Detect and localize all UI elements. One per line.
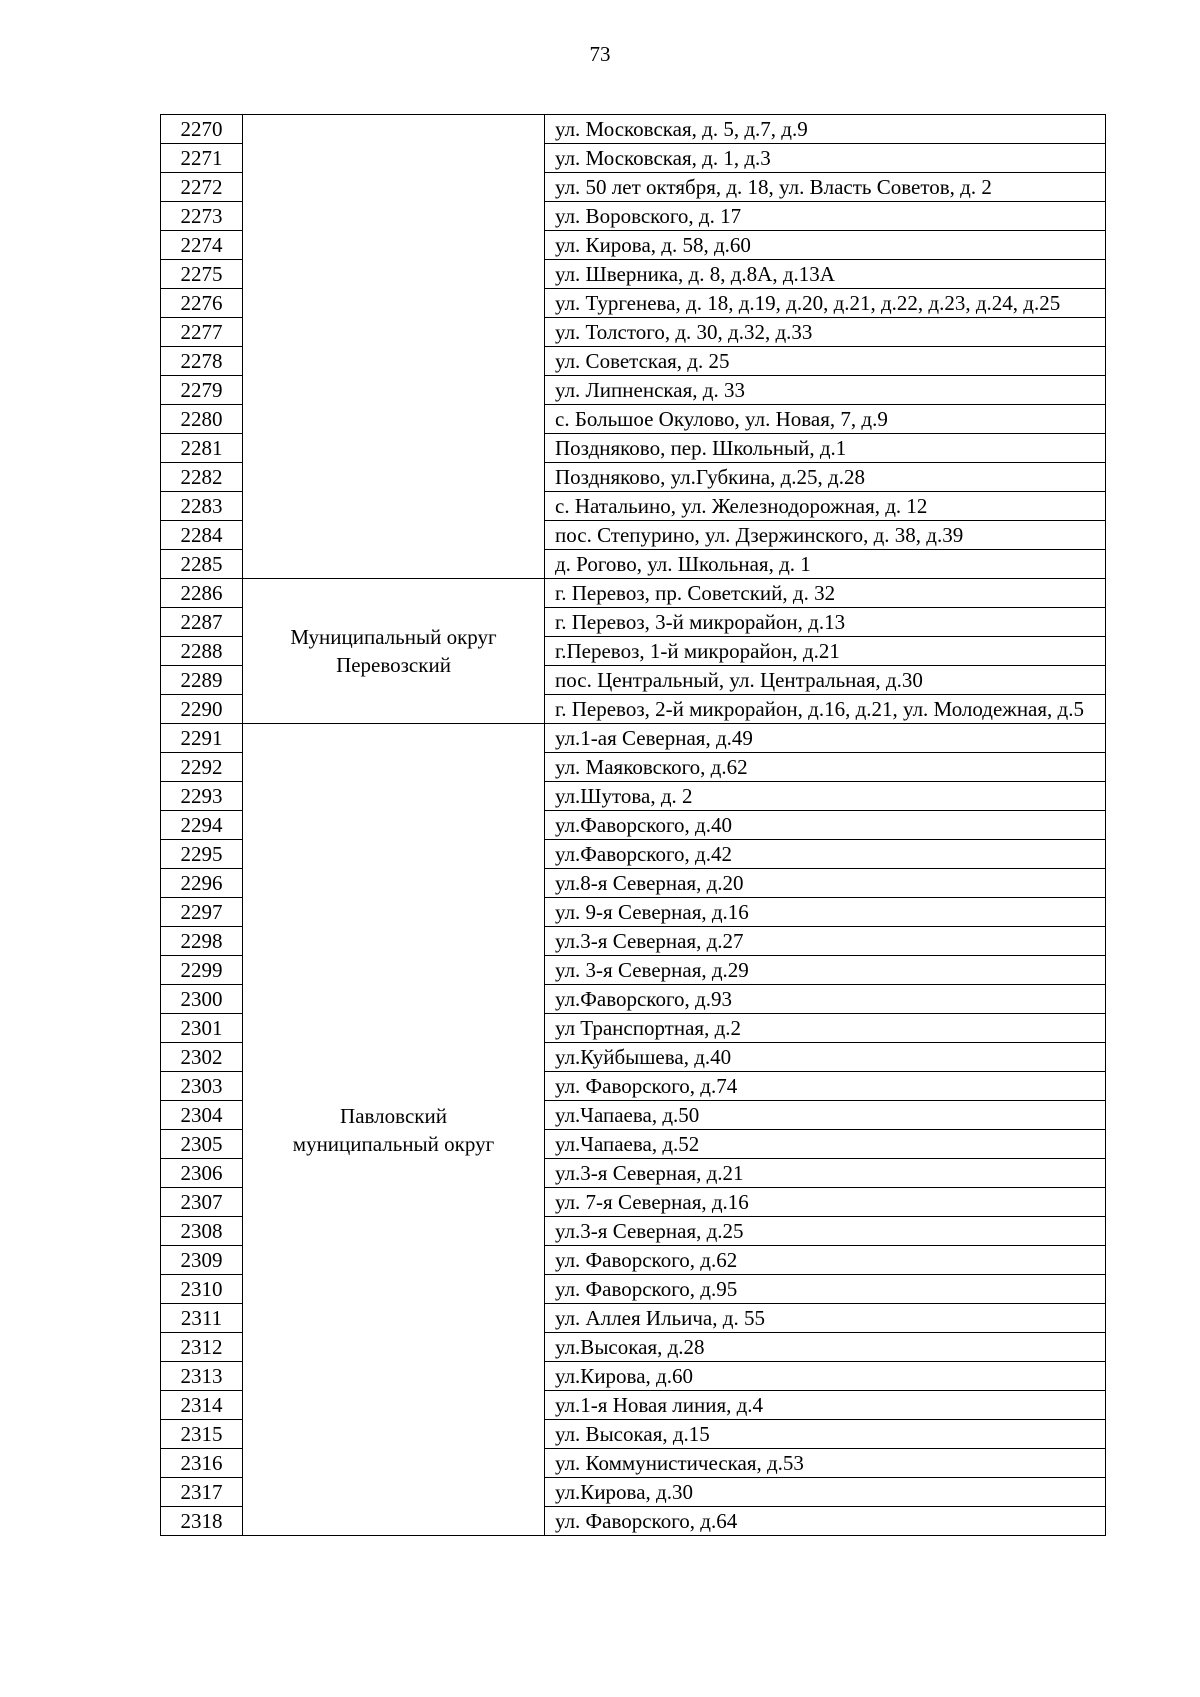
row-number: 2294 [161, 811, 243, 840]
row-number: 2289 [161, 666, 243, 695]
table-body [161, 115, 1106, 1536]
address-cell: ул. 9-я Северная, д.16 [545, 898, 1106, 927]
row-number: 2287 [161, 608, 243, 637]
row-number: 2318 [161, 1507, 243, 1536]
address-cell: ул.3-я Северная, д.21 [545, 1159, 1106, 1188]
row-number: 2272 [161, 173, 243, 202]
address-cell: ул. Московская, д. 5, д.7, д.9 [545, 115, 1106, 144]
address-cell: с. Большое Окулово, ул. Новая, 7, д.9 [545, 405, 1106, 434]
address-cell: г. Перевоз, пр. Советский, д. 32 [545, 579, 1106, 608]
address-cell: ул.3-я Северная, д.27 [545, 927, 1106, 956]
row-number: 2301 [161, 1014, 243, 1043]
address-cell: Поздняково, пер. Школьный, д.1 [545, 434, 1106, 463]
row-number: 2274 [161, 231, 243, 260]
row-number: 2292 [161, 753, 243, 782]
table-row [161, 724, 1106, 753]
row-number: 2285 [161, 550, 243, 579]
address-cell: ул.3-я Северная, д.25 [545, 1217, 1106, 1246]
address-cell: ул.Фаворского, д.93 [545, 985, 1106, 1014]
address-cell: ул. Кирова, д. 58, д.60 [545, 231, 1106, 260]
address-cell: ул.Кирова, д.30 [545, 1478, 1106, 1507]
row-number: 2317 [161, 1478, 243, 1507]
address-cell: ул.Фаворского, д.40 [545, 811, 1106, 840]
row-number: 2311 [161, 1304, 243, 1333]
row-number: 2307 [161, 1188, 243, 1217]
row-number: 2313 [161, 1362, 243, 1391]
row-number: 2300 [161, 985, 243, 1014]
address-cell: ул. Советская, д. 25 [545, 347, 1106, 376]
row-number: 2286 [161, 579, 243, 608]
address-cell: ул.Фаворского, д.42 [545, 840, 1106, 869]
address-cell: ул. Фаворского, д.62 [545, 1246, 1106, 1275]
address-cell: ул. Аллея Ильича, д. 55 [545, 1304, 1106, 1333]
district-name-line: муниципальный округ [292, 1131, 495, 1156]
address-cell: ул.Чапаева, д.52 [545, 1130, 1106, 1159]
row-number: 2314 [161, 1391, 243, 1420]
row-number: 2304 [161, 1101, 243, 1130]
address-cell: ул. 3-я Северная, д.29 [545, 956, 1106, 985]
address-cell: г. Перевоз, 3-й микрорайон, д.13 [545, 608, 1106, 637]
row-number: 2276 [161, 289, 243, 318]
address-cell: пос. Центральный, ул. Центральная, д.30 [545, 666, 1106, 695]
address-cell: ул. Фаворского, д.95 [545, 1275, 1106, 1304]
address-cell: г.Перевоз, 1-й микрорайон, д.21 [545, 637, 1106, 666]
address-cell: ул. Липненская, д. 33 [545, 376, 1106, 405]
row-number: 2291 [161, 724, 243, 753]
row-number: 2284 [161, 521, 243, 550]
page-number: 73 [589, 42, 611, 66]
address-cell: пос. Степурино, ул. Дзержинского, д. 38, д.39 [545, 521, 1106, 550]
address-cell: ул. Тургенева, д. 18, д.19, д.20, д.21, д.22, д.23, д.24, д.25 [545, 289, 1106, 318]
row-number: 2273 [161, 202, 243, 231]
district-cell [243, 724, 545, 1536]
row-number: 2281 [161, 434, 243, 463]
address-cell: ул.1-я Новая линия, д.4 [545, 1391, 1106, 1420]
address-cell: с. Натальино, ул. Железнодорожная, д. 12 [545, 492, 1106, 521]
table-row [161, 579, 1106, 608]
address-cell: ул.Чапаева, д.50 [545, 1101, 1106, 1130]
table-row [161, 115, 1106, 144]
row-number: 2278 [161, 347, 243, 376]
address-cell: ул Транспортная, д.2 [545, 1014, 1106, 1043]
address-cell: ул. Толстого, д. 30, д.32, д.33 [545, 318, 1106, 347]
address-cell: ул. Шверника, д. 8, д.8А, д.13А [545, 260, 1106, 289]
row-number: 2315 [161, 1420, 243, 1449]
district-name-line: Муниципальный округ [290, 625, 497, 649]
district-name-line: Перевозский [336, 653, 451, 677]
row-number: 2271 [161, 144, 243, 173]
address-cell: ул. Фаворского, д.64 [545, 1507, 1106, 1536]
address-cell: ул.Кирова, д.60 [545, 1362, 1106, 1391]
row-number: 2283 [161, 492, 243, 521]
row-number: 2280 [161, 405, 243, 434]
row-number: 2298 [161, 927, 243, 956]
address-cell: ул. Маяковского, д.62 [545, 753, 1106, 782]
address-cell: ул. Коммунистическая, д.53 [545, 1449, 1106, 1478]
row-number: 2296 [161, 869, 243, 898]
row-number: 2306 [161, 1159, 243, 1188]
address-cell: ул. Воровского, д. 17 [545, 202, 1106, 231]
address-cell: г. Перевоз, 2-й микрорайон, д.16, д.21, ул. Молодежная, д.5 [545, 695, 1106, 724]
address-cell: ул. Фаворского, д.74 [545, 1072, 1106, 1101]
row-number: 2302 [161, 1043, 243, 1072]
address-cell: ул. 50 лет октября, д. 18, ул. Власть Советов, д. 2 [545, 173, 1106, 202]
row-number: 2308 [161, 1217, 243, 1246]
row-number: 2277 [161, 318, 243, 347]
row-number: 2295 [161, 840, 243, 869]
row-number: 2299 [161, 956, 243, 985]
address-cell: ул. 7-я Северная, д.16 [545, 1188, 1106, 1217]
address-cell: д. Рогово, ул. Школьная, д. 1 [545, 550, 1106, 579]
row-number: 2293 [161, 782, 243, 811]
row-number: 2297 [161, 898, 243, 927]
address-table [160, 114, 1106, 1536]
address-cell: ул.Высокая, д.28 [545, 1333, 1106, 1362]
district-cell [243, 579, 545, 724]
address-cell: ул.Куйбышева, д.40 [545, 1043, 1106, 1072]
row-number: 2303 [161, 1072, 243, 1101]
district-cell [243, 115, 545, 579]
district-name-line: Павловский [340, 1103, 447, 1128]
row-number: 2305 [161, 1130, 243, 1159]
row-number: 2310 [161, 1275, 243, 1304]
row-number: 2316 [161, 1449, 243, 1478]
address-cell: ул. Московская, д. 1, д.3 [545, 144, 1106, 173]
row-number: 2309 [161, 1246, 243, 1275]
row-number: 2282 [161, 463, 243, 492]
row-number: 2270 [161, 115, 243, 144]
row-number: 2275 [161, 260, 243, 289]
address-cell: Поздняково, ул.Губкина, д.25, д.28 [545, 463, 1106, 492]
address-cell: ул. Высокая, д.15 [545, 1420, 1106, 1449]
address-cell: ул.Шутова, д. 2 [545, 782, 1106, 811]
row-number: 2279 [161, 376, 243, 405]
address-cell: ул.1-ая Северная, д.49 [545, 724, 1106, 753]
row-number: 2312 [161, 1333, 243, 1362]
address-cell: ул.8-я Северная, д.20 [545, 869, 1106, 898]
row-number: 2290 [161, 695, 243, 724]
row-number: 2288 [161, 637, 243, 666]
